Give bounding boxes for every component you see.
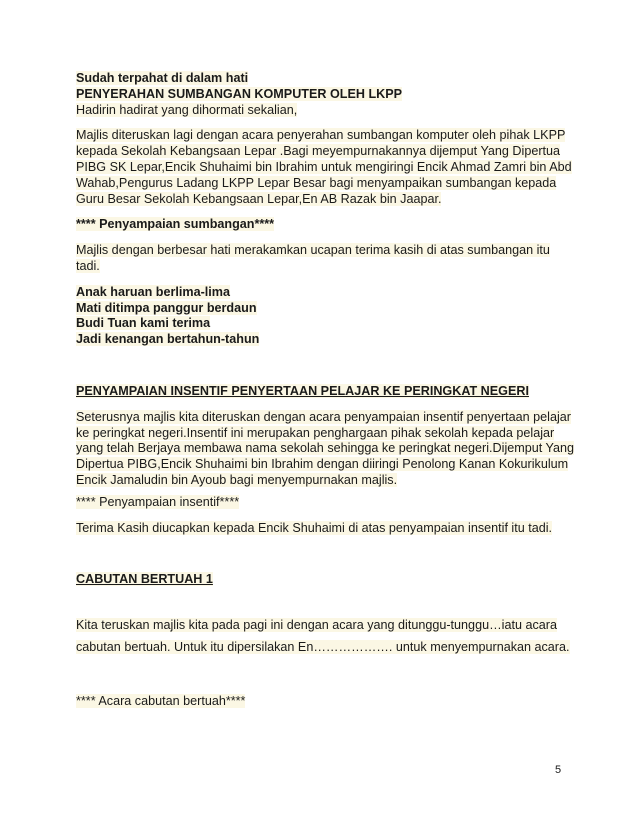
pantun-line: Anak haruan berlima-lima (76, 284, 230, 299)
paragraph-lucky-draw: Kita teruskan majlis kita pada pagi ini dengan acara yang ditunggu-tunggu…iatu acara cabutan bertuah. Untuk itu dipersilakan En………………. untuk menyempurnakan acara. (76, 618, 570, 655)
section-title-lucky-draw: CABUTAN BERTUAH 1 (76, 572, 213, 587)
cue-donation: **** Penyampaian sumbangan**** (76, 217, 275, 232)
paragraph-incentive-thanks: Terima Kasih diucapkan kepada Encik Shuhaimi di atas penyampaian insentif itu tadi. (76, 520, 553, 535)
pantun-line: Jadi kenangan bertahun-tahun (76, 332, 260, 347)
page-number: 5 (555, 764, 562, 776)
section-title-incentive: PENYAMPAIAN INSENTIF PENYERTAAN PELAJAR KE PERINGKAT NEGERI (76, 383, 529, 398)
pantun (76, 285, 576, 348)
paragraph-donation: Majlis diteruskan lagi dengan acara penyerahan sumbangan komputer oleh pihak LKPP kepada Sekolah Kebangsaan Lepar .Bagi meyempurnakannya dijemput Yang Dipertua PIBG SK Lepar,Encik Shuhaimi bin Ibrahim untuk mengiringi Encik Ahmad Zamri bin Abd Wahab,Pengurus Ladang LKPP Lepar Besar bagi menyampaikan sumbangan kepada Guru Besar Sekolah Kebangsaan Lepar,En AB Razak bin Jaapar. (76, 128, 572, 206)
intro-title: Sudah terpahat di dalam hati (76, 71, 249, 85)
paragraph-incentive: Seterusnya majlis kita diteruskan dengan acara penyampaian insentif penyertaan pelajar ke peringkat negeri.Insentif ini merupakan penghargaan pihak sekolah kepada pelajar yang telah Berjaya membawa nama sekolah sehingga ke peringkat negeri.Dijemput Yang Dipertua PIBG,Encik Shuhaimi bin Ibrahim dengan diiringi Penolong Kanan Kokurikulum Encik Jamaludin bin Ayoub bagi menyempurnakan majlis. (76, 409, 574, 487)
pantun-line: Budi Tuan kami terima (76, 316, 211, 331)
pantun-line: Mati ditimpa panggur berdaun (76, 300, 257, 315)
greeting: Hadirin hadirat yang dihormati sekalian, (76, 102, 298, 117)
paragraph-thanks: Majlis dengan berbesar hati merakamkan ucapan terima kasih di atas sumbangan itu tadi. (76, 243, 550, 273)
cue-incentive: **** Penyampaian insentif**** (76, 494, 240, 509)
cue-lucky-draw: **** Acara cabutan bertuah**** (76, 694, 246, 709)
section-title-computer-donation: PENYERAHAN SUMBANGAN KOMPUTER OLEH LKPP (76, 86, 403, 101)
document-body (76, 71, 576, 710)
